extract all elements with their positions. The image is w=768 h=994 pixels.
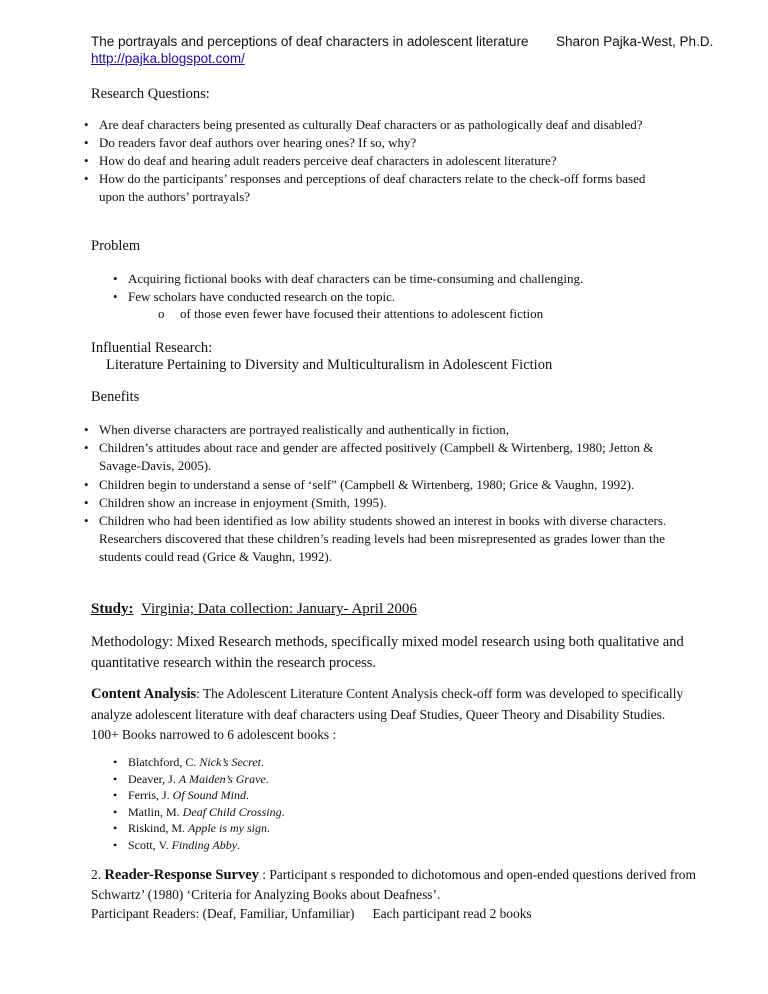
reader-response-label: Reader-Response Survey xyxy=(104,867,259,883)
study-label: Study: xyxy=(91,601,134,617)
study-line xyxy=(91,601,417,618)
list-item: • Scott, V. Finding Abby. xyxy=(113,837,513,854)
participants-text: Participant Readers: (Deaf, Familiar, Unfamiliar) xyxy=(91,906,355,921)
list-item: • Blatchford, C. Nick’s Secret. xyxy=(113,754,513,771)
benefits-list xyxy=(84,421,674,567)
reader-response-text: : Participant s responded to dichotomous and open-ended questions derived from Schwartz’ (1980) ‘Criteria for Analyzing Books about Deafness’. xyxy=(91,867,696,902)
benefits-heading: Benefits xyxy=(91,389,140,405)
methodology-paragraph: Methodology: Mixed Research methods, specifically mixed model research using both qualitative and quantitative research within the research process. xyxy=(91,634,684,671)
research-questions-list xyxy=(84,116,674,206)
sub-bullet: o xyxy=(158,306,165,321)
sub-item-text: of those even fewer have focused their attentions to adolescent fiction xyxy=(180,306,544,321)
content-analysis-label: Content Analysis xyxy=(91,686,197,702)
reader-response-paragraph xyxy=(91,865,711,923)
list-item: • Few scholars have conducted research on the topic. xyxy=(113,288,713,306)
problem-heading: Problem xyxy=(91,238,141,254)
header-author: Sharon Pajka-West, Ph.D. xyxy=(556,34,714,49)
blog-link[interactable]: http://pajka.blogspot.com/ xyxy=(91,51,245,66)
list-item: • How do the participants’ responses and perceptions of deaf characters relate to the check-off forms based upon the authors’ portrayals? xyxy=(84,170,674,206)
list-item: • Children show an increase in enjoyment (Smith, 1995). xyxy=(84,494,674,512)
books-list xyxy=(113,754,513,854)
each-participant-text: Each participant read 2 books xyxy=(372,906,532,921)
influential-subheading: Literature Pertaining to Diversity and Multiculturalism in Adolescent Fiction xyxy=(106,357,553,373)
list-item: • Are deaf characters being presented as culturally Deaf characters or as pathologically deaf and disabled? xyxy=(84,116,674,134)
influential-heading: Influential Research: xyxy=(91,340,213,356)
list-item: • Deaver, J. A Maiden’s Grave. xyxy=(113,771,513,788)
study-text: Virginia; Data collection: January- April 2006 xyxy=(141,601,417,617)
research-questions-heading: Research Questions: xyxy=(91,86,210,102)
list-item: • Children’s attitudes about race and gender are affected positively (Campbell & Wirtenberg, 1980; Jetton & Savage-Davis, 2005). xyxy=(84,439,674,475)
list-item: • When diverse characters are portrayed realistically and authentically in fiction, xyxy=(84,421,674,439)
section-number: 2. xyxy=(91,867,102,882)
list-item: • Children begin to understand a sense of ‘self” (Campbell & Wirtenberg, 1980; Grice & Vaughn, 1992). xyxy=(84,476,674,494)
list-item: • Ferris, J. Of Sound Mind. xyxy=(113,787,513,804)
list-item: • Riskind, M. Apple is my sign. xyxy=(113,820,513,837)
list-item: • Matlin, M. Deaf Child Crossing. xyxy=(113,804,513,821)
list-item: • Acquiring fictional books with deaf characters can be time-consuming and challenging. xyxy=(113,270,713,288)
content-analysis-text: : The Adolescent Literature Content Analysis check-off form was developed to specifically analyze adolescent literature with deaf characters using Deaf Studies, Queer Theory and Disability Studies. 100+ Books narrowed to 6 adolescent books : xyxy=(91,686,684,742)
problem-list xyxy=(113,270,713,306)
header-title: The portrayals and perceptions of deaf characters in adolescent literature xyxy=(91,34,529,49)
list-item: • Children who had been identified as low ability students showed an interest in books with diverse characters. Researchers discovered that these children’s reading levels had been misrepresented as grades lower than the students could read (Grice & Vaughn, 1992). xyxy=(84,512,674,567)
list-item: • Do readers favor deaf authors over hearing ones? If so, why? xyxy=(84,134,674,152)
content-analysis-paragraph xyxy=(91,684,691,746)
problem-sub-item xyxy=(158,306,543,322)
list-item: • How do deaf and hearing adult readers perceive deaf characters in adolescent literature? xyxy=(84,152,674,170)
